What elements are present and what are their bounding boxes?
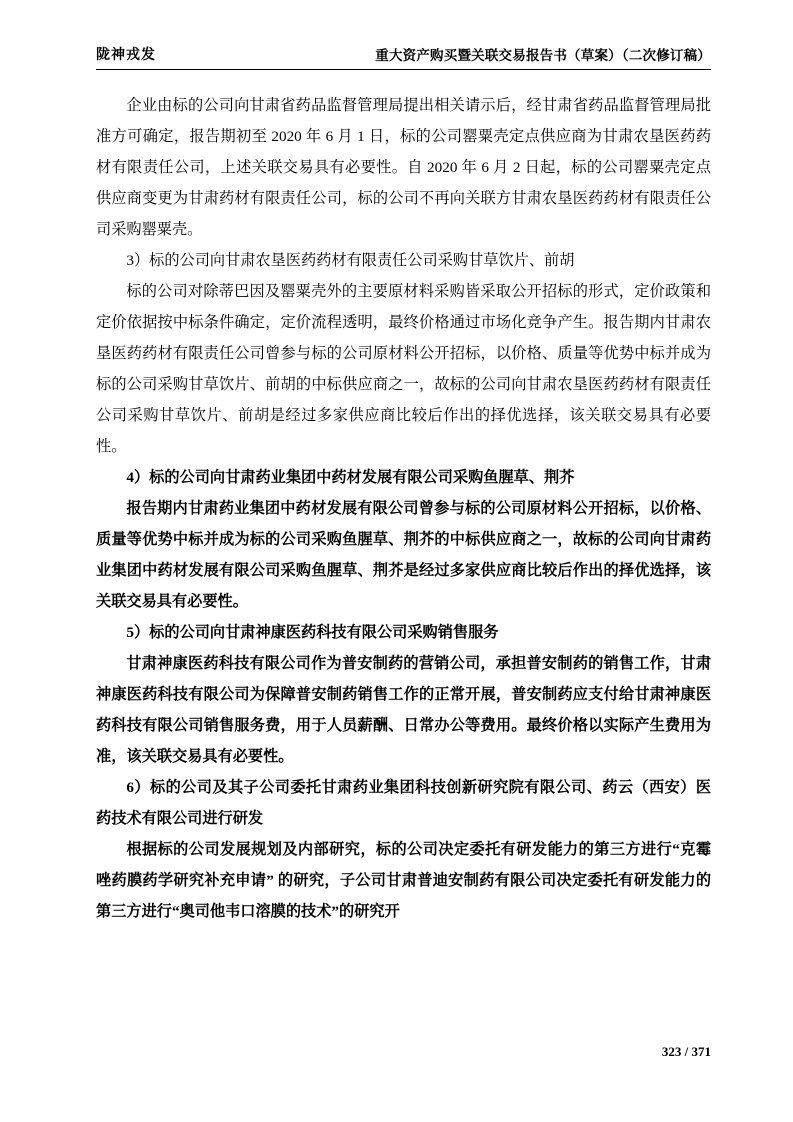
paragraph-heading: 5）标的公司向甘肃神康医药科技有限公司采购销售服务 — [126, 624, 499, 641]
paragraph: 3）标的公司向甘肃农垦医药药材有限责任公司采购甘草饮片、前胡 — [126, 252, 575, 269]
page-content-area — [96, 44, 711, 1082]
paragraph: 标的公司对除蒂巴因及罂粟壳外的主要原材料采购皆采取公开招标的形式，定价政策和定价依据按中标条件确定，定价流程透明，最终价格通过市场化竞争产生。报告期内甘肃农垦医药药材有限责任公司曾参与标的公司原材料公开招标，以价格、质量等优势中标并成为标的公司采购甘草饮片、前胡的中标供应商之一，故标的公司向甘肃农垦医药药材有限责任公司采购甘草饮片、前胡是经过多家供应商比较后作出的择优选择，该关联交易具有必要性。 — [96, 283, 711, 455]
header-divider — [96, 69, 711, 70]
header-document-title: 重大资产购买暨关联交易报告书（草案）（二次修订稿） — [375, 48, 711, 63]
document-body — [96, 90, 711, 927]
paragraph: 根据标的公司发展规划及内部研究，标的公司决定委托有研发能力的第三方进行“克霉唑药膜药学研究补充申请” 的研究，子公司甘肃普迪安制药有限公司决定委托有研发能力的第三方进行“奥司他韦口溶膜的技术”的研究开 — [96, 841, 711, 920]
paragraph: 企业由标的公司向甘肃省药品监督管理局提出相关请示后，经甘肃省药品监督管理局批准方可确定，报告期初至 2020 年 6 月 1 日，标的公司罂粟壳定点供应商为甘肃农垦医药药材有限责任公司，上述关联交易具有必要性。自 2020 年 6 月 2 日起，标的公司罂粟壳定点供应商变更为甘肃药材有限责任公司，标的公司不再向关联方甘肃农垦医药药材有限责任公司采购罂粟壳。 — [96, 97, 711, 238]
paragraph: 报告期内甘肃药业集团中药材发展有限公司曾参与标的公司原材料公开招标，以价格、质量等优势中标并成为标的公司采购鱼腥草、荆芥的中标供应商之一，故标的公司向甘肃药业集团中药材发展有限公司采购鱼腥草、荆芥是经过多家供应商比较后作出的择优选择，该关联交易具有必要性。 — [96, 500, 711, 610]
paragraph-heading: 4）标的公司向甘肃药业集团中药材发展有限公司采购鱼腥草、荆芥 — [126, 469, 575, 486]
header-company-name: 陇神戎发 — [96, 48, 156, 63]
page-number: 323 / 371 — [661, 1044, 711, 1059]
page-header — [96, 44, 711, 68]
paragraph-heading: 6）标的公司及其子公司委托甘肃药业集团科技创新研究院有限公司、药云（西安）医药技术有限公司进行研发 — [96, 779, 711, 827]
paragraph: 甘肃神康医药科技有限公司作为普安制药的营销公司，承担普安制药的销售工作，甘肃神康医药科技有限公司为保障普安制药销售工作的正常开展，普安制药应支付给甘肃神康医药科技有限公司销售服务费，用于人员薪酬、日常办公等费用。最终价格以实际产生费用为准，该关联交易具有必要性。 — [96, 655, 711, 765]
